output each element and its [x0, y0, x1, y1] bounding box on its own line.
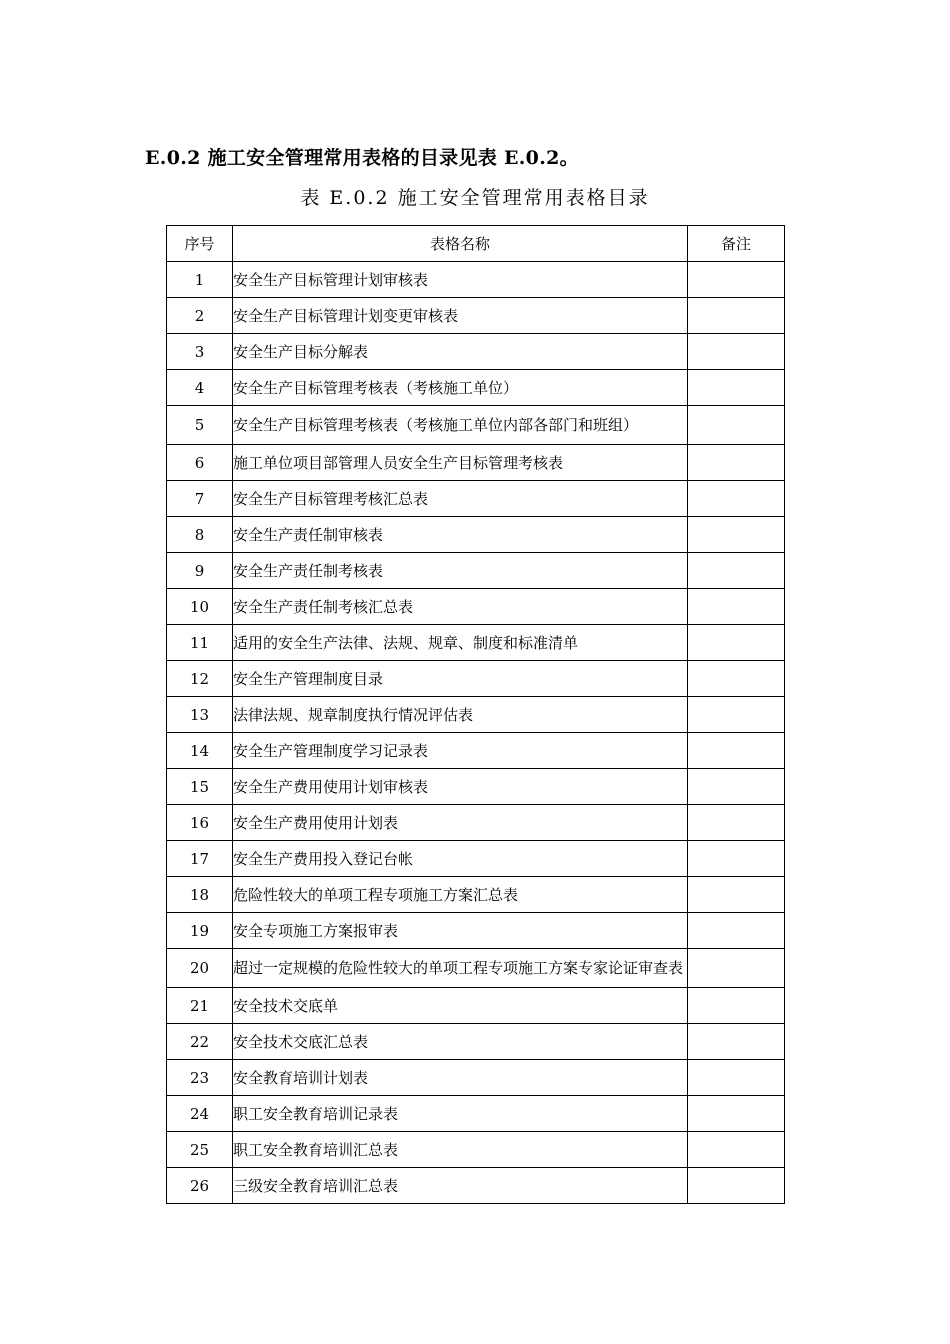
table-row: [167, 1060, 785, 1096]
table-row: [167, 805, 785, 841]
row-form-name: 安全生产目标分解表: [233, 334, 688, 370]
row-remarks: [688, 988, 785, 1024]
table-row: [167, 913, 785, 949]
table-row: [167, 370, 785, 406]
table-row: [167, 988, 785, 1024]
row-remarks: [688, 1168, 785, 1204]
row-form-name: 安全生产目标管理计划审核表: [233, 262, 688, 298]
table-row: [167, 553, 785, 589]
row-number: 18: [167, 877, 233, 913]
row-form-name: 安全生产目标管理计划变更审核表: [233, 298, 688, 334]
row-remarks: [688, 697, 785, 733]
row-number: 17: [167, 841, 233, 877]
row-number: 10: [167, 589, 233, 625]
row-form-name: 适用的安全生产法律、法规、规章、制度和标准清单: [233, 625, 688, 661]
row-number: 6: [167, 445, 233, 481]
row-remarks: [688, 805, 785, 841]
row-number: 5: [167, 406, 233, 445]
row-form-name: 安全生产费用使用计划审核表: [233, 769, 688, 805]
row-form-name: 安全生产费用投入登记台帐: [233, 841, 688, 877]
header-form-name: 表格名称: [233, 226, 688, 262]
row-remarks: [688, 877, 785, 913]
table-row: [167, 517, 785, 553]
row-remarks: [688, 661, 785, 697]
row-number: 7: [167, 481, 233, 517]
row-remarks: [688, 481, 785, 517]
header-number: 序号: [167, 226, 233, 262]
row-number: 22: [167, 1024, 233, 1060]
row-number: 26: [167, 1168, 233, 1204]
row-number: 14: [167, 733, 233, 769]
table-row: [167, 445, 785, 481]
row-number: 8: [167, 517, 233, 553]
row-remarks: [688, 370, 785, 406]
row-remarks: [688, 625, 785, 661]
table-row: [167, 769, 785, 805]
table-row: [167, 733, 785, 769]
row-form-name: 超过一定规模的危险性较大的单项工程专项施工方案专家论证审查表: [233, 949, 688, 988]
row-remarks: [688, 949, 785, 988]
row-form-name: 安全教育培训计划表: [233, 1060, 688, 1096]
row-form-name: 安全生产目标管理考核汇总表: [233, 481, 688, 517]
row-form-name: 安全生产管理制度目录: [233, 661, 688, 697]
forms-catalog-table: [166, 225, 785, 1204]
row-form-name: 危险性较大的单项工程专项施工方案汇总表: [233, 877, 688, 913]
table-row: [167, 481, 785, 517]
table-row: [167, 1132, 785, 1168]
table-row: [167, 406, 785, 445]
row-remarks: [688, 1132, 785, 1168]
row-remarks: [688, 262, 785, 298]
table-body: [167, 262, 785, 1204]
row-number: 19: [167, 913, 233, 949]
table-row: [167, 262, 785, 298]
row-form-name: 安全专项施工方案报审表: [233, 913, 688, 949]
table-row: [167, 1168, 785, 1204]
row-remarks: [688, 1024, 785, 1060]
table-row: [167, 949, 785, 988]
table-row: [167, 1096, 785, 1132]
table-row: [167, 334, 785, 370]
row-number: 15: [167, 769, 233, 805]
table-caption: 表 E.0.2 施工安全管理常用表格目录: [300, 187, 650, 209]
row-form-name: 安全生产管理制度学习记录表: [233, 733, 688, 769]
row-form-name: 安全生产责任制考核汇总表: [233, 589, 688, 625]
row-number: 11: [167, 625, 233, 661]
row-number: 4: [167, 370, 233, 406]
row-form-name: 安全生产责任制审核表: [233, 517, 688, 553]
section-heading: E.0.2 施工安全管理常用表格的目录见表 E.0.2。: [145, 147, 579, 169]
row-number: 16: [167, 805, 233, 841]
row-remarks: [688, 913, 785, 949]
row-remarks: [688, 769, 785, 805]
row-remarks: [688, 553, 785, 589]
row-form-name: 职工安全教育培训汇总表: [233, 1132, 688, 1168]
header-remarks: 备注: [688, 226, 785, 262]
row-number: 24: [167, 1096, 233, 1132]
row-number: 1: [167, 262, 233, 298]
row-form-name: 施工单位项目部管理人员安全生产目标管理考核表: [233, 445, 688, 481]
row-remarks: [688, 589, 785, 625]
table-row: [167, 697, 785, 733]
row-form-name: 职工安全教育培训记录表: [233, 1096, 688, 1132]
row-remarks: [688, 733, 785, 769]
row-remarks: [688, 445, 785, 481]
row-form-name: 安全生产责任制考核表: [233, 553, 688, 589]
table-row: [167, 1024, 785, 1060]
row-remarks: [688, 406, 785, 445]
row-form-name: 安全生产费用使用计划表: [233, 805, 688, 841]
table-row: [167, 661, 785, 697]
row-number: 9: [167, 553, 233, 589]
row-form-name: 安全技术交底汇总表: [233, 1024, 688, 1060]
row-number: 23: [167, 1060, 233, 1096]
row-number: 12: [167, 661, 233, 697]
row-form-name: 安全技术交底单: [233, 988, 688, 1024]
table-row: [167, 589, 785, 625]
table-row: [167, 841, 785, 877]
table-row: [167, 298, 785, 334]
row-number: 3: [167, 334, 233, 370]
row-remarks: [688, 1096, 785, 1132]
row-number: 20: [167, 949, 233, 988]
row-remarks: [688, 1060, 785, 1096]
table-row: [167, 625, 785, 661]
row-number: 21: [167, 988, 233, 1024]
table-header-row: [167, 226, 785, 262]
row-form-name: 安全生产目标管理考核表（考核施工单位）: [233, 370, 688, 406]
row-remarks: [688, 298, 785, 334]
row-form-name: 三级安全教育培训汇总表: [233, 1168, 688, 1204]
row-number: 25: [167, 1132, 233, 1168]
row-remarks: [688, 841, 785, 877]
row-remarks: [688, 517, 785, 553]
row-form-name: 安全生产目标管理考核表（考核施工单位内部各部门和班组）: [233, 406, 688, 445]
row-form-name: 法律法规、规章制度执行情况评估表: [233, 697, 688, 733]
row-remarks: [688, 334, 785, 370]
table-row: [167, 877, 785, 913]
row-number: 13: [167, 697, 233, 733]
row-number: 2: [167, 298, 233, 334]
